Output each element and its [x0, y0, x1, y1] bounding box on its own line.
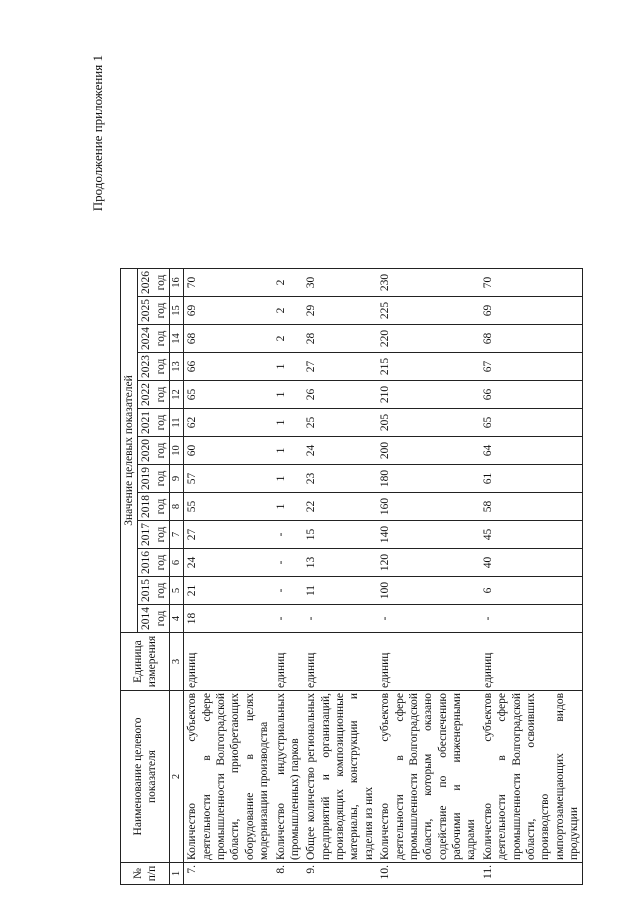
indicator-value: 210	[377, 381, 480, 409]
indicator-name: Количество индустриальных (промышленных) парков	[273, 691, 304, 863]
indicator-value: 1	[273, 493, 304, 521]
header-column-number: 11	[170, 409, 184, 437]
indicator-value: 15	[303, 521, 377, 549]
unit-of-measure: единиц	[184, 633, 273, 691]
indicator-value: 180	[377, 465, 480, 493]
indicator-name: Количество субъектов деятельности в сфере промышленности Волгоградской области, которым оказано содействие по обеспечению рабочими и инженерными кадрами	[377, 691, 480, 863]
indicator-value: 29	[303, 297, 377, 325]
indicator-value: 64	[480, 437, 583, 465]
row-number: 11.	[480, 863, 583, 885]
indicator-value: 1	[273, 353, 304, 381]
header-unit: Единица измерения	[121, 633, 170, 691]
indicator-value: 45	[480, 521, 583, 549]
header-column-number: 1	[170, 863, 184, 885]
unit-of-measure: единиц	[303, 633, 377, 691]
indicator-value: -	[377, 605, 480, 633]
indicator-value: 220	[377, 325, 480, 353]
indicator-value: 100	[377, 577, 480, 605]
row-number: 10.	[377, 863, 480, 885]
rotated-table-area	[90, 45, 610, 885]
header-year: 2014 год	[138, 605, 170, 633]
table-row	[377, 269, 480, 885]
header-column-number: 15	[170, 297, 184, 325]
header-year: 2022 год	[138, 381, 170, 409]
indicator-value: 66	[480, 381, 583, 409]
indicator-value: 1	[273, 381, 304, 409]
indicator-value: 205	[377, 409, 480, 437]
indicators-table	[120, 268, 583, 885]
indicator-value: 27	[303, 353, 377, 381]
header-column-number: 7	[170, 521, 184, 549]
header-year: 2018 год	[138, 493, 170, 521]
indicator-value: 215	[377, 353, 480, 381]
unit-of-measure: единиц	[480, 633, 583, 691]
indicator-value: 2	[273, 297, 304, 325]
indicator-value: 57	[184, 465, 273, 493]
indicator-value: -	[273, 549, 304, 577]
header-numbering-row	[170, 269, 184, 885]
header-year: 2015 год	[138, 577, 170, 605]
continuation-label: Продолжение приложения 1	[90, 55, 105, 212]
indicator-value: 65	[480, 409, 583, 437]
header-name: Наименование целевого показателя	[121, 691, 170, 863]
header-column-number: 10	[170, 437, 184, 465]
indicator-value: 25	[303, 409, 377, 437]
header-num: № п/п	[121, 863, 170, 885]
indicator-value: -	[303, 605, 377, 633]
unit-of-measure: единиц	[273, 633, 304, 691]
indicator-value: 66	[184, 353, 273, 381]
indicator-value: 55	[184, 493, 273, 521]
header-year: 2017 год	[138, 521, 170, 549]
indicator-value: 23	[303, 465, 377, 493]
header-column-number: 16	[170, 269, 184, 297]
indicator-value: 68	[480, 325, 583, 353]
indicator-value: 225	[377, 297, 480, 325]
indicator-value: 26	[303, 381, 377, 409]
indicator-value: 61	[480, 465, 583, 493]
row-number: 9.	[303, 863, 377, 885]
indicator-value: 120	[377, 549, 480, 577]
indicator-value: 1	[273, 465, 304, 493]
header-column-number: 12	[170, 381, 184, 409]
indicator-value: 30	[303, 269, 377, 297]
indicator-value: 140	[377, 521, 480, 549]
header-column-number: 4	[170, 605, 184, 633]
row-number: 7.	[184, 863, 273, 885]
unit-of-measure: единиц	[377, 633, 480, 691]
indicator-value: 24	[184, 549, 273, 577]
indicator-value: 21	[184, 577, 273, 605]
indicator-value: 65	[184, 381, 273, 409]
indicator-value: 40	[480, 549, 583, 577]
header-year: 2020 год	[138, 437, 170, 465]
indicator-value: 62	[184, 409, 273, 437]
header-year: 2019 год	[138, 465, 170, 493]
table-row	[480, 269, 583, 885]
indicator-value: 58	[480, 493, 583, 521]
header-column-number: 13	[170, 353, 184, 381]
indicator-value: 1	[273, 409, 304, 437]
indicator-value: 200	[377, 437, 480, 465]
indicator-value: 69	[184, 297, 273, 325]
indicator-name: Количество субъектов деятельности в сфере промышленности Волгоградской области, приобретающих оборудование в целях модернизации производства	[184, 691, 273, 863]
indicator-name: Общее количество региональных предприятий и организаций, производящих композиционные материалы, конструкции и изделия из них	[303, 691, 377, 863]
header-column-number: 9	[170, 465, 184, 493]
indicator-value: 69	[480, 297, 583, 325]
indicator-name: Количество субъектов деятельности в сфере промышленности Волгоградской области, освоивших производство импортозамещающих видов продукции	[480, 691, 583, 863]
indicator-value: 6	[480, 577, 583, 605]
indicator-value: 68	[184, 325, 273, 353]
indicator-value: 13	[303, 549, 377, 577]
indicator-value: 70	[480, 269, 583, 297]
table-body	[184, 269, 583, 885]
header-year: 2021 год	[138, 409, 170, 437]
indicator-value: 67	[480, 353, 583, 381]
header-column-number: 8	[170, 493, 184, 521]
indicator-value: -	[273, 577, 304, 605]
header-column-number: 5	[170, 577, 184, 605]
header-values-group: Значение целевых показателей	[121, 269, 138, 633]
indicator-value: 22	[303, 493, 377, 521]
indicator-value: 24	[303, 437, 377, 465]
header-year: 2025 год	[138, 297, 170, 325]
indicator-value: 11	[303, 577, 377, 605]
indicator-value: -	[273, 521, 304, 549]
indicator-value: 160	[377, 493, 480, 521]
header-year: 2024 год	[138, 325, 170, 353]
indicator-value: 60	[184, 437, 273, 465]
header-year: 2023 год	[138, 353, 170, 381]
table-row	[303, 269, 377, 885]
indicator-value: 70	[184, 269, 273, 297]
indicator-value: -	[480, 605, 583, 633]
row-number: 8.	[273, 863, 304, 885]
header-column-number: 14	[170, 325, 184, 353]
indicator-value: 230	[377, 269, 480, 297]
indicator-value: 2	[273, 269, 304, 297]
header-column-number: 3	[170, 633, 184, 691]
indicator-value: 28	[303, 325, 377, 353]
table-row	[273, 269, 304, 885]
indicator-value: 18	[184, 605, 273, 633]
indicator-value: 2	[273, 325, 304, 353]
header-year: 2016 год	[138, 549, 170, 577]
indicator-value: 1	[273, 437, 304, 465]
indicator-value: -	[273, 605, 304, 633]
table-row	[184, 269, 273, 885]
header-column-number: 2	[170, 691, 184, 863]
indicator-value: 27	[184, 521, 273, 549]
header-year: 2026 год	[138, 269, 170, 297]
header-column-number: 6	[170, 549, 184, 577]
